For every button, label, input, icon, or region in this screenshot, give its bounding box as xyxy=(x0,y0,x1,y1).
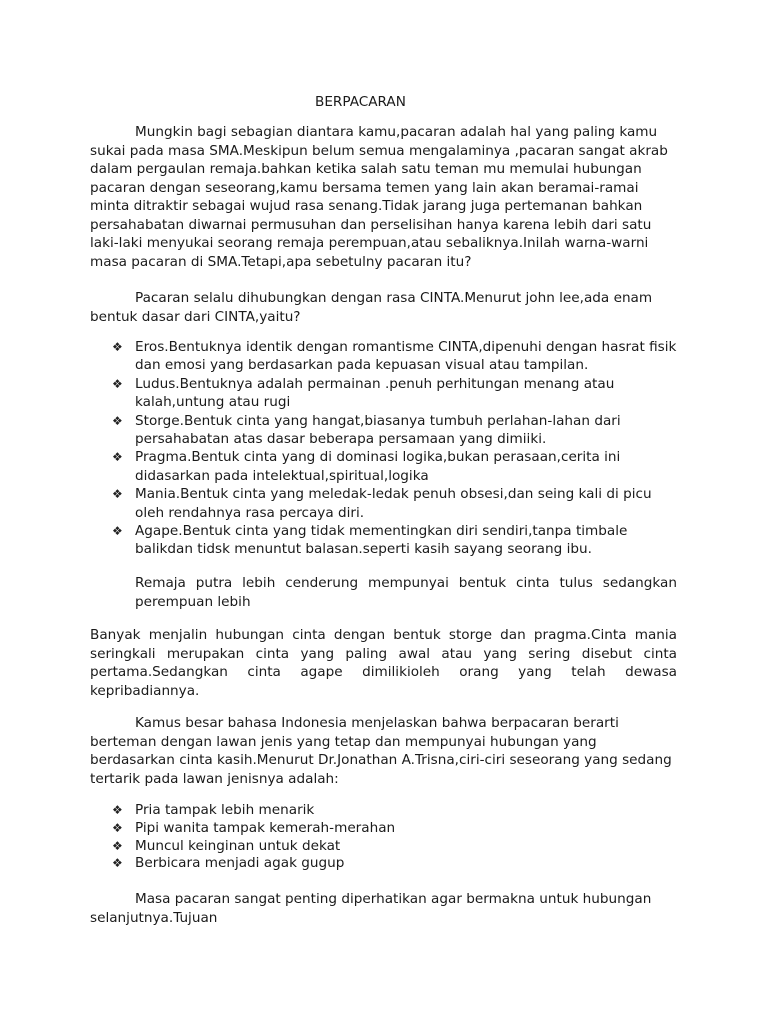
list-item: ❖ Muncul keinginan untuk dekat xyxy=(112,837,341,854)
diamond-bullet-icon: ❖ xyxy=(112,487,123,502)
list-item: ❖ Storge.Bentuk cinta yang hangat,biasanya tumbuh perlahan-lahan dari persahabatan atas dasar beberapa persamaan yang dimiiki. xyxy=(112,412,621,448)
list-item: ❖ Agape.Bentuk cinta yang tidak mementingkan diri sendiri,tanpa timbale balikdan tidsk menuntut balasan.seperti kasih sayang seorang ibu. xyxy=(112,523,628,558)
list-item: ❖ Berbicara menjadi agak gugup xyxy=(112,855,345,872)
paragraph-kamus-text: Kamus besar bahasa Indonesia menjelaskan bahwa berpacaran berarti berteman dengan lawan jenis yang tetap dan mempunyai hubungan yang berdasarkan cinta kasih.Menurut Dr.Jonathan A.Trisna,ciri-ciri seseorang yang sedang tertarik pada lawan jenisnya adalah: xyxy=(90,715,672,787)
list-item: ❖ Eros.Bentuknya identik dengan romantisme CINTA,dipenuhi dengan hasrat fisik dan emosi yang berdasarkan pada kepuasan visual atau tampilan. xyxy=(112,339,677,374)
diamond-bullet-icon: ❖ xyxy=(112,820,123,835)
paragraph-cinta-text: Pacaran selalu dihubungkan dengan rasa CINTA.Menurut john lee,ada enam bentuk dasar dari CINTA,yaitu? xyxy=(90,290,653,325)
diamond-bullet-icon: ❖ xyxy=(112,856,123,871)
paragraph-intro xyxy=(90,123,680,271)
diamond-bullet-icon: ❖ xyxy=(112,450,123,465)
diamond-bullet-icon: ❖ xyxy=(112,340,123,354)
list-item: ❖ Pipi wanita tampak kemerah-merahan xyxy=(112,819,396,836)
love-types-list xyxy=(112,338,682,559)
paragraph-kamus xyxy=(90,714,680,788)
diamond-bullet-icon: ❖ xyxy=(112,413,123,428)
paragraph-masa-pacaran-text: Masa pacaran sangat penting diperhatikan agar bermakna untuk hubungan selanjutnya.Tujuan xyxy=(90,891,652,926)
paragraph-storge: Banyak menjalin hubungan cinta dengan bentuk storge dan pragma.Cinta mania seringkali merupakan cinta yang paling awal atau yang sering disebut cinta pertama.Sedangkan cinta agape dimilikioleh orang yang telah dewasa kepribadiannya. xyxy=(90,627,677,699)
document-title: BERPACARAN xyxy=(315,94,406,110)
list-item: ❖ Pragma.Bentuk cinta yang di dominasi logika,bukan perasaan,cerita ini didasarkan pada intelektual,spiritual,logika xyxy=(112,449,621,484)
list-item: ❖ Ludus.Bentuknya adalah permainan .penuh perhitungan menang atau kalah,untung atau rugi xyxy=(112,375,615,411)
paragraph-masa-pacaran xyxy=(90,890,690,927)
diamond-bullet-icon: ❖ xyxy=(112,838,123,853)
diamond-bullet-icon: ❖ xyxy=(112,803,123,817)
list-item: ❖ Pria tampak lebih menarik xyxy=(112,802,315,818)
paragraph-intro-text: Mungkin bagi sebagian diantara kamu,pacaran adalah hal yang paling kamu sukai pada masa SMA.Meskipun belum semua mengalaminya ,pacaran sangat akrab dalam pergaulan remaja.bahkan ketika salah satu teman mu memulai hubungan pacaran dengan seseorang,kamu bersama temen yang lain akan beramai-ramai minta ditraktir sebagai wujud rasa senang.Tidak jarang juga pertemanan bahkan persahabatan diwarnai permusuhan dan perselisihan hanya karena lebih dari satu laki-laki menyukai seorang remaja perempuan,atau sebaliknya.Inilah warna-warni masa pacaran di SMA.Tetapi,apa sebetulny pacaran itu? xyxy=(90,124,668,270)
diamond-bullet-icon: ❖ xyxy=(112,524,123,539)
list-item: ❖ Mania.Bentuk cinta yang meledak-ledak penuh obsesi,dan seing kali di picu oleh rendahnya rasa percaya diri. xyxy=(112,486,652,521)
paragraph-cinta xyxy=(90,289,680,326)
paragraph-remaja: Remaja putra lebih cenderung mempunyai bentuk cinta tulus sedangkan perempuan lebih xyxy=(135,575,677,610)
diamond-bullet-icon: ❖ xyxy=(112,376,123,391)
signs-list xyxy=(112,802,682,873)
